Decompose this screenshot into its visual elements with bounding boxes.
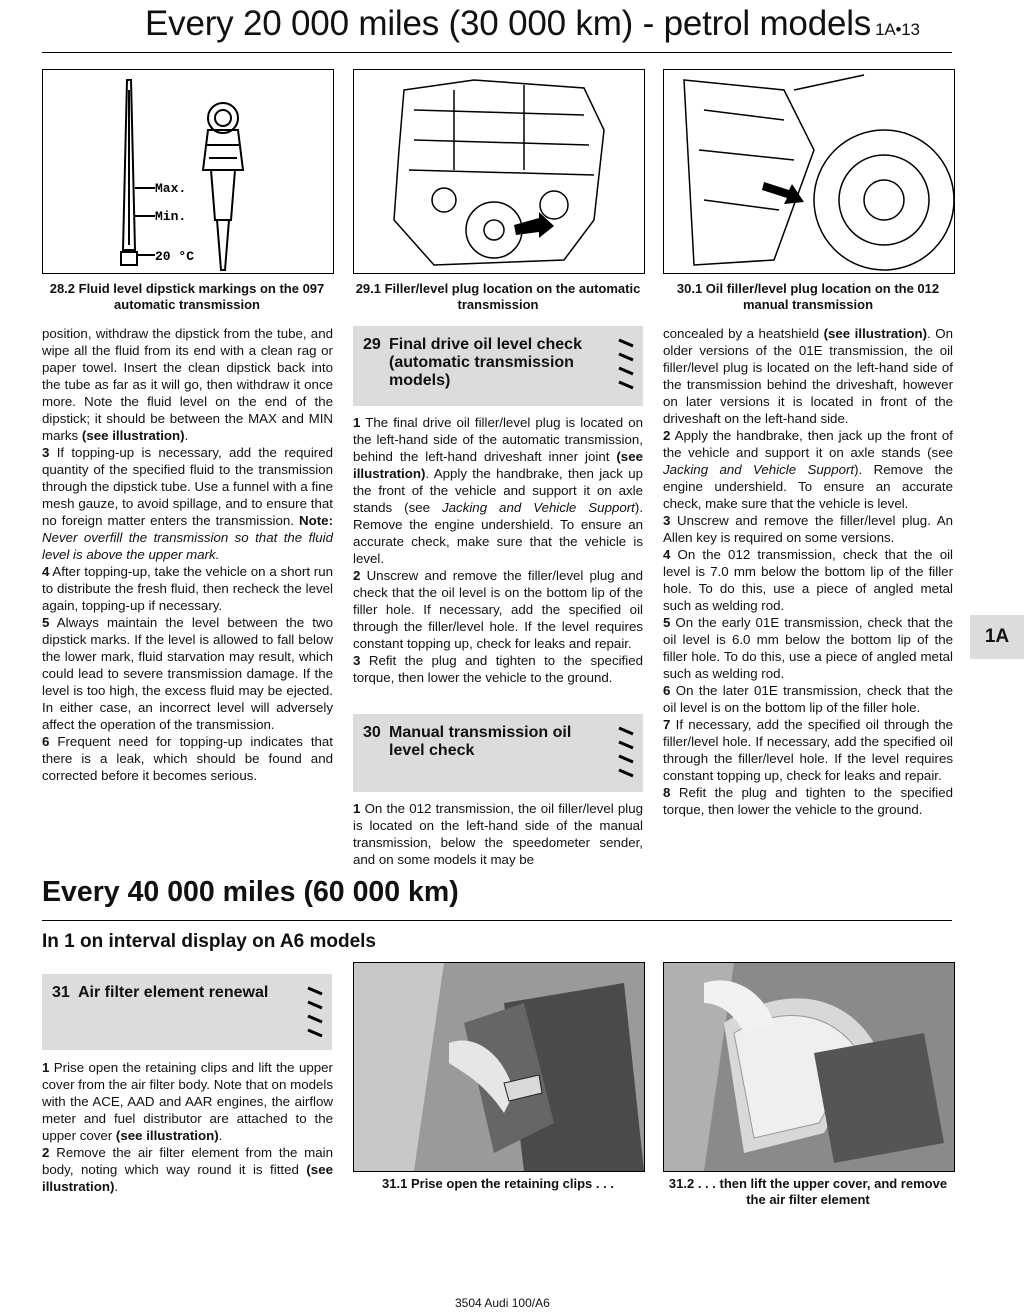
difficulty-spanner-icon [304, 982, 326, 1044]
caption-31-2: 31.2 . . . then lift the upper cover, and remove the air filter element [668, 1176, 948, 1207]
retaining-clips-photo [354, 963, 644, 1171]
caption-31-1: 31.1 Prise open the retaining clips . . . [382, 1176, 614, 1191]
section-29-title: Final drive oil level check (automatic transmission models) [389, 336, 582, 389]
caption-29-1: 29.1 Filler/level plug location on the automatic transmission [355, 281, 641, 312]
page-number: 1A•13 [875, 20, 920, 39]
caption-30-1: 30.1 Oil filler/level plug location on the 012 manual transmission [676, 281, 940, 312]
section-31-title: Air filter element renewal [78, 984, 269, 1001]
chapter-tab: 1A [970, 615, 1024, 659]
page-title: Every 20 000 miles (30 000 km) - petrol models 1A•13 [145, 4, 920, 43]
difficulty-spanner-icon [615, 334, 637, 396]
interval-rule [42, 920, 952, 921]
manual-transmission-illustration [664, 70, 954, 273]
dipstick-illustration [43, 70, 333, 273]
difficulty-spanner-icon [615, 722, 637, 784]
figure-29-1 [353, 69, 645, 274]
section-29-header: 29 Final drive oil level check (automatic transmission models) [353, 326, 643, 406]
section-30-header: 30 Manual transmission oil level check [353, 714, 643, 792]
column-1b-text: 1 Prise open the retaining clips and lift the upper cover from the air filter body. Note that on models with the ACE, AAD and AAR engines, the airflow meter and fuel distributor are attached to the upper cover (see illustration). 2 Remove the air filter element from the main body, noting which way round it is fitted (see illustration). [42, 1060, 333, 1194]
section-30-title: Manual transmission oil level check [389, 724, 572, 759]
arrow-icon [514, 212, 554, 238]
column-2-text: 1 The final drive oil filler/level plug is located on the left-hand side of the automatic transmission, behind the left-hand driveshaft inner joint (see illustration). Apply the handbrake, then jack up the front of the vehicle and support it on axle stands (see Jacking and Vehicle Support). Remove the engine undershield. To ensure an accurate check, make sure that the vehicle is level. 2 Unscrew and remove the filler/level plug and check that the oil level is on the bottom lip of the filler hole. If necessary, add the specified oil through the filler/level hole. If the level requires constant topping up, check for leaks and repair. 3 Refit the plug and tighten to the specified torque, then lower the vehicle to the ground. [353, 415, 644, 685]
interval-heading: Every 40 000 miles (60 000 km) [42, 876, 459, 908]
caption-28-2: 28.2 Fluid level dipstick markings on the 097 automatic transmission [49, 281, 325, 312]
photo-31-1 [353, 962, 645, 1172]
arrow-icon [762, 182, 804, 204]
figure-28-2 [42, 69, 334, 274]
column-2b-text: 1 On the 012 transmission, the oil filler/level plug is located on the left-hand side of the manual transmission, below the speedometer sender, and on some models it may be [353, 801, 643, 867]
column-3-text: concealed by a heatshield (see illustration). On older versions of the 01E transmission, the oil filler/level plug is located on the left-hand side of the transmission behind the driveshaft, however on later versions it is located in front of the driveshaft on the left-hand side. 2 Apply the handbrake, then jack up the front of the vehicle and support it on axle stands (see Jacking and Vehicle Support). Remove the engine undershield. To ensure an accurate check, make sure that the vehicle is level. 3 Unscrew and remove the filler/level plug. An Allen key is required on some versions. 4 On the 012 transmission, check that the oil level is 7.0 mm below the bottom lip of the filler hole. To do this, use a piece of angled metal such as welding rod. 5 On the early 01E transmission, check that the oil level is 6.0 mm below the bottom lip of the filler hole. To do this, use a piece of angled metal such as welding rod. 6 On the later 01E transmission, check that the oil level is on the bottom lip of the filler hole. 7 If necessary, add the specified oil through the filler/level hole. If necessary, add the specified oil through the filler/level hole. If the level requires constant topping up, check for leaks and repair. 8 Refit the plug and tighten to the specified torque, then lower the vehicle to the ground. [663, 326, 953, 817]
temp-label: 20 °C [155, 249, 195, 264]
air-filter-photo [664, 963, 954, 1171]
min-label: Min. [155, 209, 187, 224]
figure-30-1 [663, 69, 955, 274]
transmission-illustration [354, 70, 644, 273]
max-label: Max. [155, 181, 187, 196]
interval-subheading: In 1 on interval display on A6 models [42, 931, 376, 952]
header-rule [42, 52, 952, 53]
footer-book-ref: 3504 Audi 100/A6 [455, 1296, 550, 1310]
section-31-header: 31 Air filter element renewal [42, 974, 332, 1050]
column-1-text: position, withdraw the dipstick from the tube, and wipe all the fluid from its end with a clean rag or paper towel. Insert the clean dipstick back into the tube as far as it will go, then withdraw it once more. Note the fluid level on the end of the dipstick; it should be between the MAX and MIN marks (see illustration). 3 If topping-up is necessary, add the required quantity of the specified fluid to the transmission through the dipstick tube. Use a funnel with a fine mesh gauze, to avoid spillage, and to ensure that no foreign matter enters the transmission. Note: Never overfill the transmission so that the fluid level is above the upper mark. 4 After topping-up, take the vehicle on a short run to distribute the fresh fluid, then recheck the level again, topping-up if necessary. 5 Always maintain the level between the two dipstick marks. If the level is allowed to fall below the lower mark, fluid starvation may result, which could lead to severe transmission damage. If the level is too high, the excess fluid may be ejected. In either case, an incorrect level will adversely affect the operation of the transmission. 6 Frequent need for topping-up indicates that there is a leak, which should be found and corrected before it becomes serious. [42, 326, 333, 783]
photo-31-2 [663, 962, 955, 1172]
